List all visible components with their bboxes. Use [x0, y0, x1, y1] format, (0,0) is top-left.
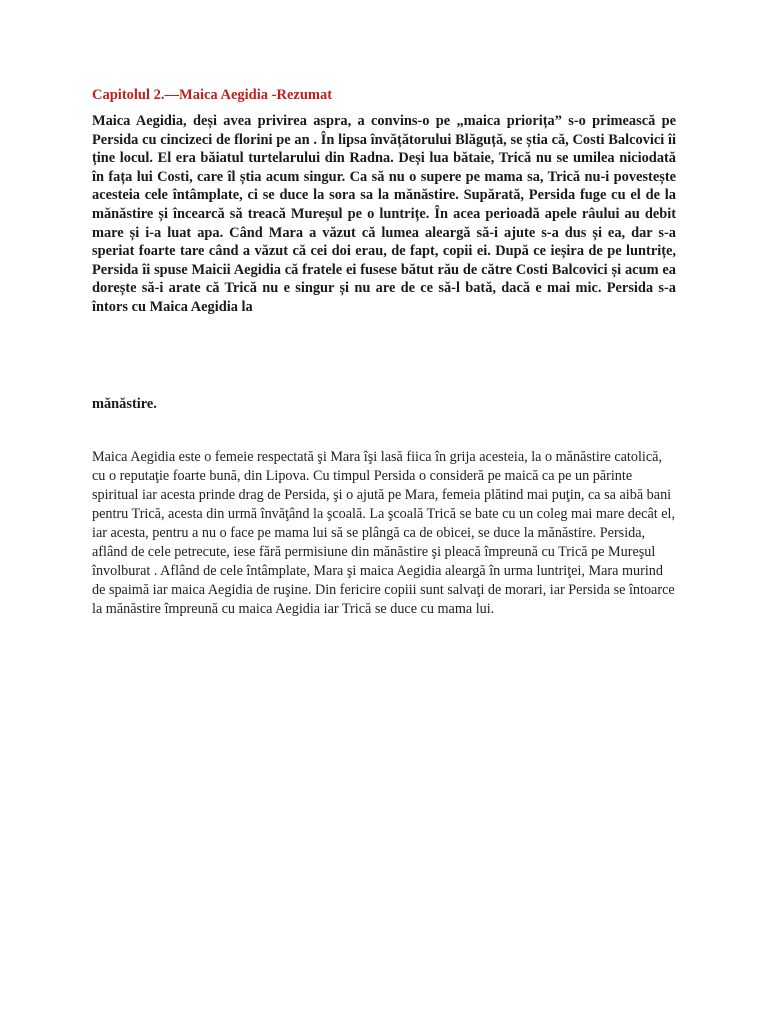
- chapter-heading: Capitolul 2.—Maica Aegidia -Rezumat: [92, 87, 333, 103]
- second-paragraph: Maica Aegidia este o femeie respectată şi Mara îşi lasă fiica în grija acesteia, la o mănăstire catolică, cu o reputaţie foarte bună, din Lipova. Cu timpul Persida o consideră pe maică ca pe un părinte spiritual iar acesta prinde drag de Persida, şi o ajută pe Mara, femeia plătind mai puţin, ca sa aibă bani pentru Trică, acesta din urmă învăţând la şcoală. La şcoală Trică se bate cu un coleg mai mare decât el, iar acesta, pentru a nu o face pe mama lui să se plângă ca de obicei, se duce la mănăstire. Persida, aflând de cele petrecute, iese fără permisiune din mănăstire şi pleacă împreună cu Trică pe Mureşul învolburat . Aflând de cele întâmplate, Mara şi maica Aegidia aleargă în urma luntriţei, Mara murind de spaimă iar maica Aegidia de ruşine. Din fericire copiii sunt salvaţi de morari, iar Persida se întoarce la mănăstire împreună cu maica Aegidia iar Trică se duce cu mama lui.: [92, 449, 676, 617]
- summary-paragraph: Maica Aegidia, deși avea privirea aspra, a convins-o pe „maica priorița” s-o primească pe Persida cu cincizeci de florini pe an . În lipsa învățătorului Blăguță, se știa că, Costi Balcovici îi ține locul. El era băiatul turtelarului din Radna. Deși lua bătaie, Trică nu se umilea niciodată în fața lui Costi, care îl știa acum singur. Ca să nu o supere pe mama sa, Trică nu-i povestește acesteia cele întâmplate, ci se duce la sora sa la mănăstire. Supărată, Persida fuge cu el de la mănăstire și încearcă să treacă Mureșul pe o luntrițe. În acea perioadă apele râului au debit mare și i-a luat apa. Când Mara a văzut că lumea aleargă să-i ajute s-a dus și ea, dar s-a speriat foarte tare când a văzut că cei doi erau, de fapt, copii ei. După ce ieșira de pe luntrițe, Persida îi spuse Maicii Aegidia că fratele ei fusese bătut rău de către Costi Balcovici și acum ea dorește să-i arate că Trică nu e singur și nu are de ce să-l bată, dacă e mai mic. Persida s-a întors cu Maica Aegidia la: [92, 113, 676, 315]
- summary-paragraph-tail: mănăstire.: [92, 396, 157, 412]
